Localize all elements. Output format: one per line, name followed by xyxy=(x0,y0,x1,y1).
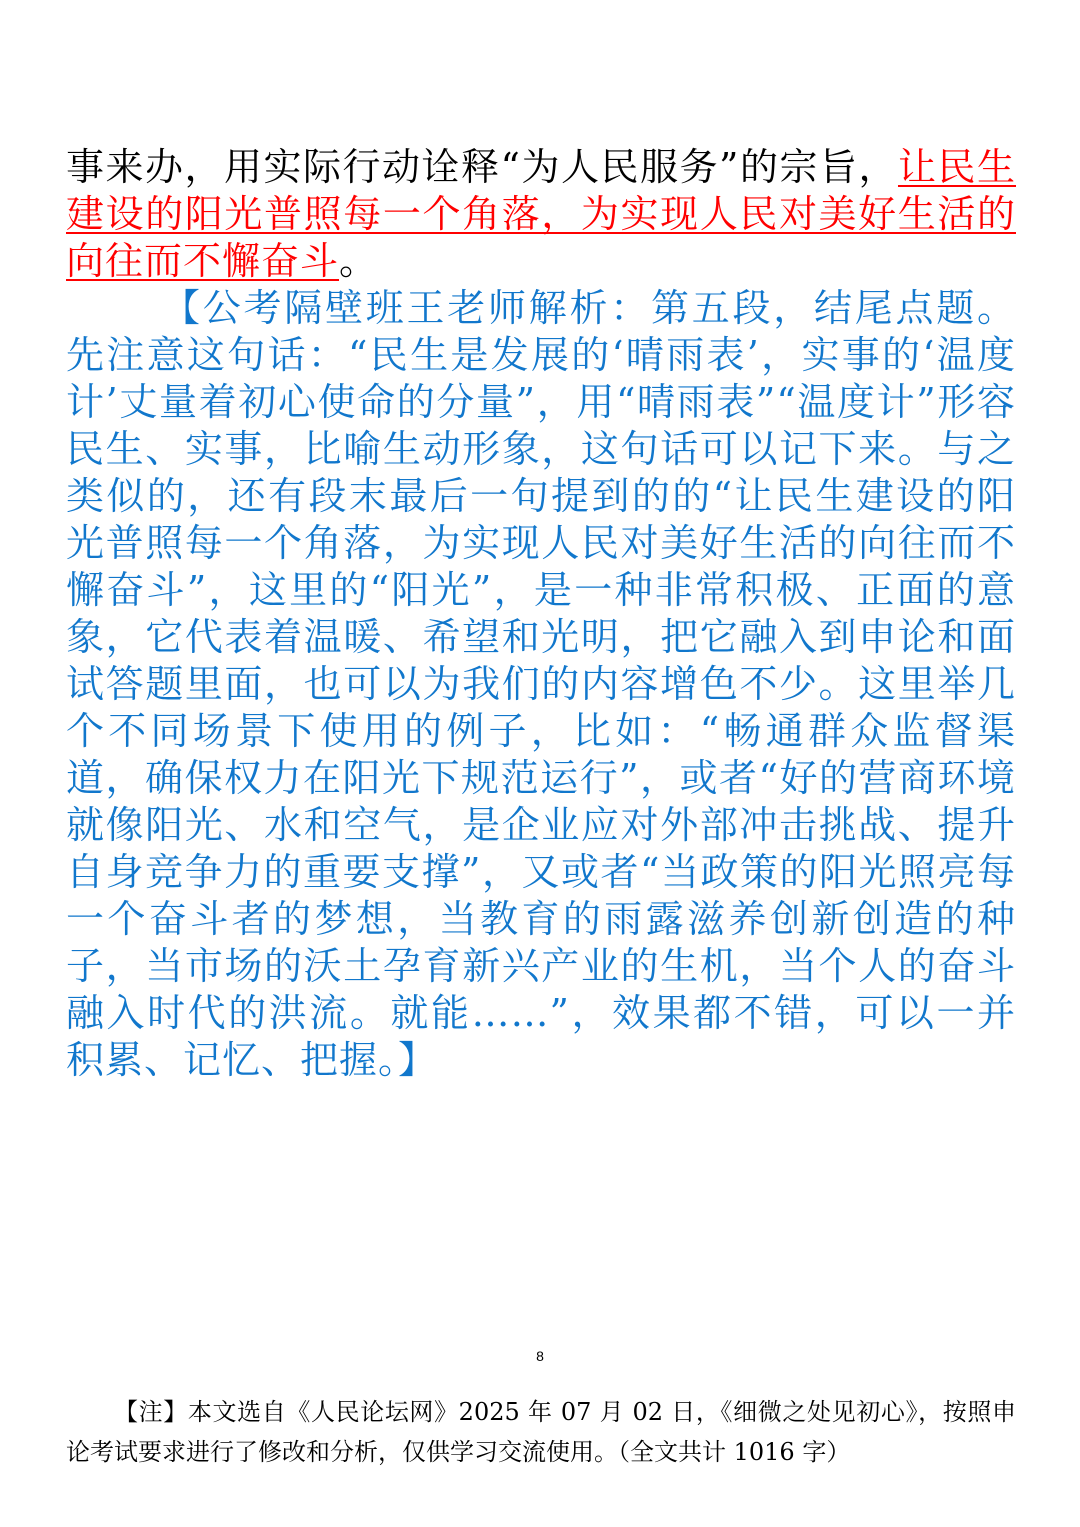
highlighted-sentence: 让民生建设的阳光普照每一个角落，为实现人民对美好生活的向往而不懈奋斗 xyxy=(66,145,1016,283)
footnote: 【注】本文选自《人民论坛网》2025 年 07 月 02 日，《细微之处见初心》，按照申论考试要求进行了修改和分析，仅供学习交流使用。（全文共计 1016 字） xyxy=(66,1398,1016,1466)
page-number: 8 xyxy=(536,1348,544,1364)
main-paragraph xyxy=(66,144,1016,285)
main-paragraph-lead: 事来办，用实际行动诠释“为人民服务”的宗旨， xyxy=(66,145,898,189)
analysis-paragraph: 【公考隔壁班王老师解析：第五段，结尾点题。先注意这句话：“民生是发展的‘晴雨表’，实事的‘温度计’丈量着初心使命的分量”，用“晴雨表”“温度计”形容民生、实事，比喻生动形象，这句话可以记下来。与之类似的，还有段末最后一句提到的的“让民生建设的阳光普照每一个角落，为实现人民对美好生活的向往而不懈奋斗”，这里的“阳光”，是一种非常积极、正面的意象，它代表着温暖、希望和光明，把它融入到申论和面试答题里面，也可以为我们的内容增色不少。这里举几个不同场景下使用的例子，比如：“畅通群众监督渠道，确保权力在阳光下规范运行”，或者“好的营商环境就像阳光、水和空气，是企业应对外部冲击挑战、提升自身竞争力的重要支撑”，又或者“当政策的阳光照亮每一个奋斗者的梦想，当教育的雨露滋养创新创造的种子，当市场的沃土孕育新兴产业的生机，当个人的奋斗融入时代的洪流。就能……”，效果都不错，可以一并积累、记忆、把握。】 xyxy=(66,286,1016,1082)
main-paragraph-closing: 。 xyxy=(339,239,379,283)
